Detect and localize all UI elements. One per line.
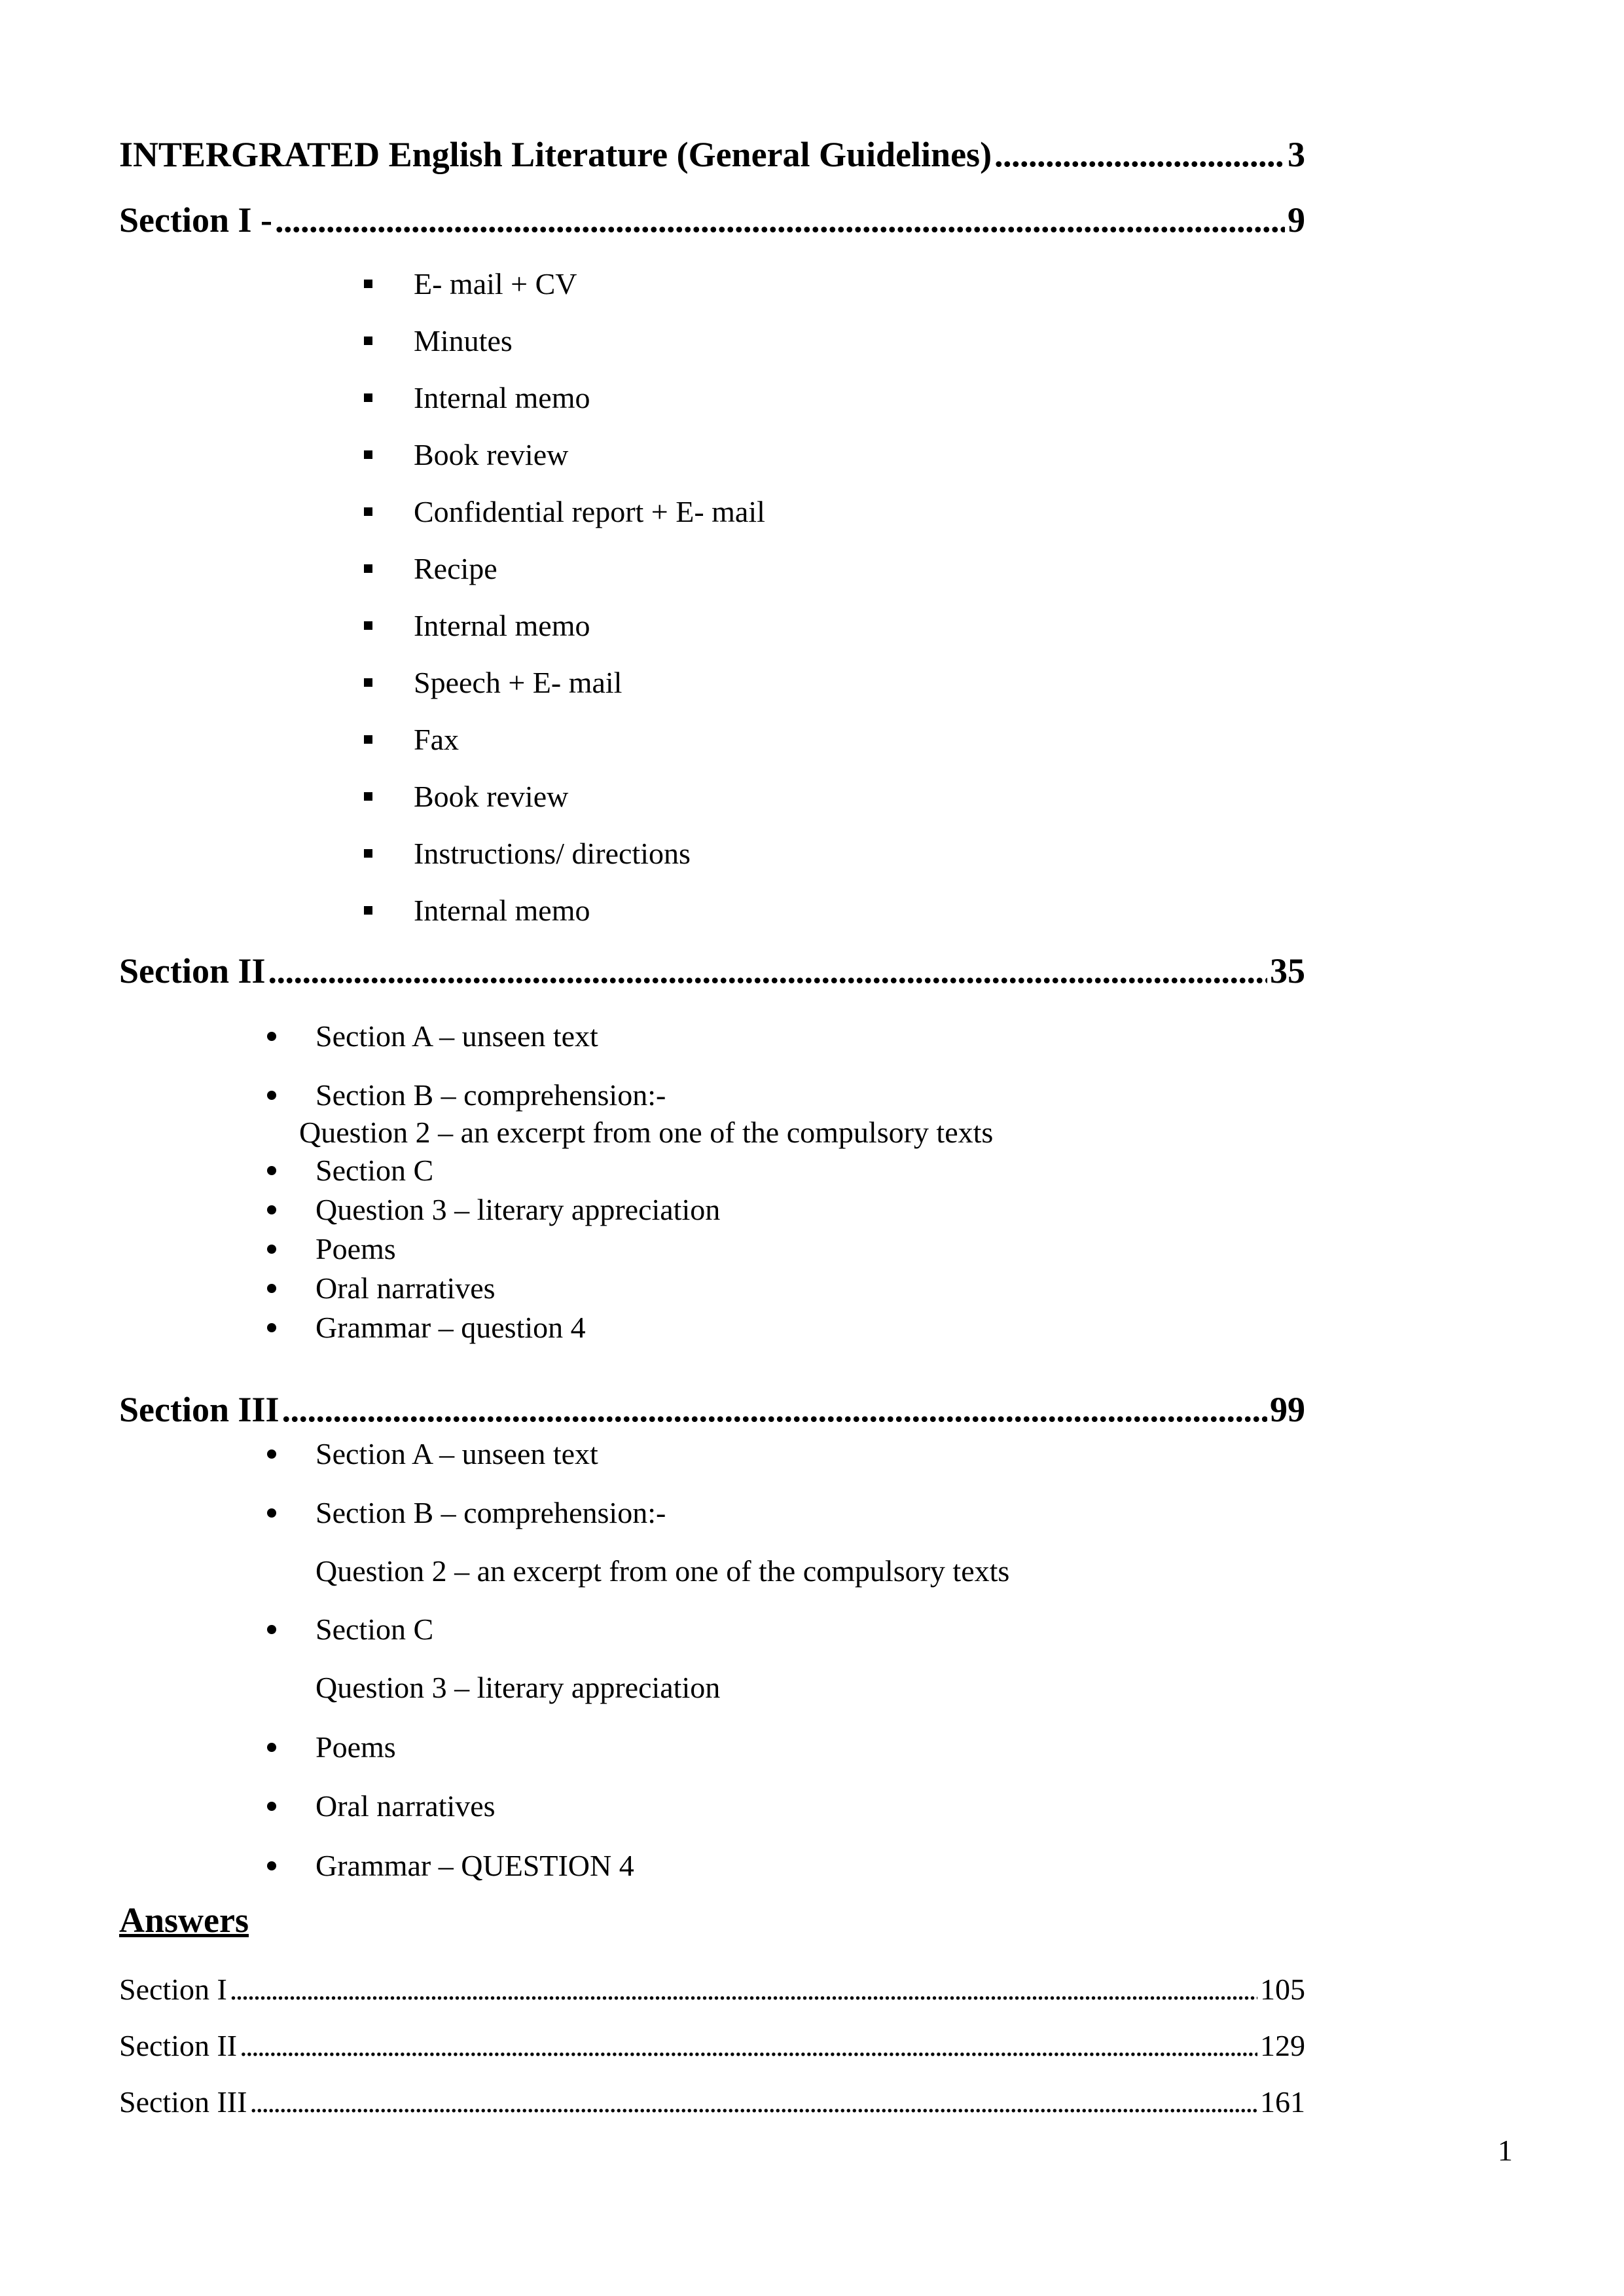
toc-entry-title: Section III (119, 2085, 247, 2119)
dot-leader (282, 1389, 1267, 1430)
bullet-icon (267, 1091, 276, 1100)
toc-entry-page: 35 (1270, 951, 1305, 991)
dot-leader (240, 2028, 1257, 2063)
toc-entry-section-1[interactable] (119, 200, 1305, 246)
list-item-subtext: Question 2 – an excerpt from one of the compulsory texts (316, 1554, 1010, 1588)
square-bullet-icon (364, 564, 372, 573)
list-item-subtext: Question 2 – an excerpt from one of the compulsory texts (299, 1116, 994, 1149)
toc-entry-page: 99 (1270, 1390, 1305, 1429)
bullet-icon (267, 1861, 276, 1870)
page-number: 1 (1498, 2134, 1513, 2167)
toc-entry-page: 105 (1260, 1973, 1305, 2006)
toc-entry-general-guidelines[interactable] (119, 134, 1305, 180)
square-bullet-icon (364, 792, 372, 801)
toc-entry-title: Section II (119, 2029, 238, 2062)
toc-entry-answers-section-2[interactable] (119, 2028, 1305, 2068)
bullet-icon (267, 1508, 276, 1518)
bullet-icon (267, 1323, 276, 1332)
dot-leader (994, 134, 1285, 175)
square-bullet-icon (364, 678, 372, 687)
toc-entry-section-2[interactable] (119, 951, 1305, 996)
square-bullet-icon (364, 906, 372, 915)
bullet-icon (267, 1625, 276, 1634)
bullet-icon (267, 1166, 276, 1175)
toc-entry-answers-section-3[interactable] (119, 2085, 1305, 2124)
bullet-icon (267, 1743, 276, 1752)
dot-leader (275, 200, 1285, 240)
square-bullet-icon (364, 735, 372, 744)
bullet-icon (267, 1449, 276, 1459)
bullet-icon (267, 1284, 276, 1293)
square-bullet-icon (364, 507, 372, 516)
bullet-icon (267, 1205, 276, 1214)
bullet-icon (267, 1245, 276, 1254)
dot-leader (249, 2085, 1257, 2119)
toc-entry-title: INTERGRATED English Literature (General Guidelines) (119, 135, 992, 174)
toc-entry-answers-section-1[interactable] (119, 1972, 1305, 2011)
toc-entry-page: 129 (1260, 2029, 1305, 2062)
toc-entry-page: 3 (1288, 135, 1305, 174)
list-item-subtext: Question 3 – literary appreciation (316, 1671, 721, 1704)
toc-entry-section-3[interactable] (119, 1389, 1305, 1435)
toc-entry-title: Section I (119, 1973, 227, 2006)
toc-entry-page: 9 (1288, 200, 1305, 240)
square-bullet-icon (364, 337, 372, 345)
toc-entry-page: 161 (1260, 2085, 1305, 2119)
dot-leader (268, 951, 1267, 991)
toc-entry-title: Section I - (119, 200, 272, 240)
square-bullet-icon (364, 849, 372, 858)
answers-heading: Answers (119, 1901, 249, 1940)
bullet-icon (267, 1802, 276, 1811)
square-bullet-icon (364, 621, 372, 630)
toc-entry-title: Section III (119, 1390, 280, 1429)
dot-leader (230, 1972, 1257, 2007)
square-bullet-icon (364, 280, 372, 288)
square-bullet-icon (364, 450, 372, 459)
bullet-icon (267, 1032, 276, 1041)
square-bullet-icon (364, 393, 372, 402)
toc-entry-title: Section II (119, 951, 266, 991)
